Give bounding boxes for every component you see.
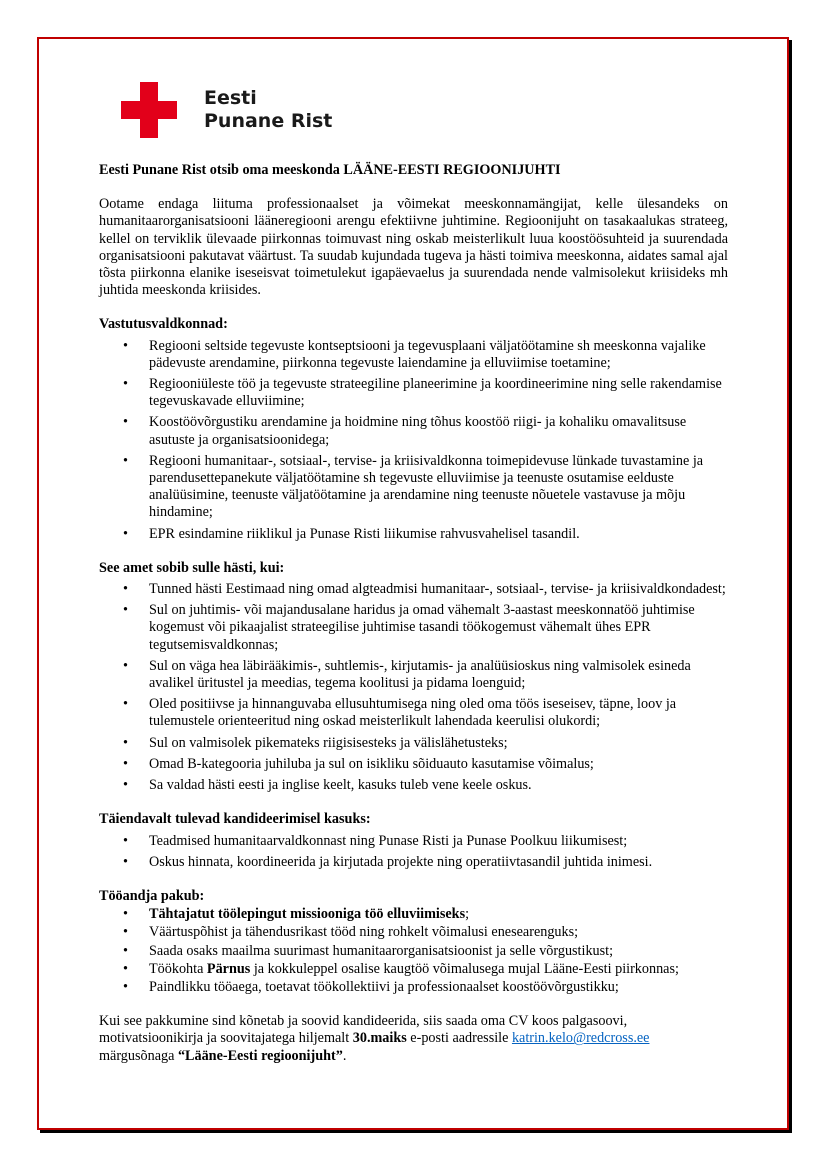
bullet-icon: • xyxy=(123,376,128,393)
bullet-icon: • xyxy=(123,602,128,619)
bullet-icon: • xyxy=(123,942,128,959)
list-item: • Sul on väga hea läbirääkimis-, suhtlemis-, kirjutamis- ja analüüsioskus ning valmisolek esineda avalikel üritustel ja meedias, tegema koolitusi ja pidama loenguid; xyxy=(123,657,691,692)
bullet-icon: • xyxy=(123,924,128,941)
bullet-icon: • xyxy=(123,906,128,923)
bonus-list xyxy=(99,833,728,871)
logo-line-1: Eesti xyxy=(204,87,257,109)
deadline: 30.maiks xyxy=(352,1030,407,1047)
bullet-icon: • xyxy=(123,337,128,354)
list-item: • Sul on valmisolek pikemateks riigisisesteks ja välislähetusteks; xyxy=(123,734,508,751)
list-item: • Paindlikku tööaega, toetavat töökollektiivi ja professionaalset koostöövõrgustikku; xyxy=(123,978,619,995)
logo-text xyxy=(204,87,332,133)
email-link[interactable]: katrin.kelo@redcross.ee xyxy=(511,1030,650,1047)
bullet-icon: • xyxy=(123,696,128,713)
keyword: “Lääne-Eesti regioonijuht” xyxy=(177,1047,343,1064)
list-item: • Regiooni humanitaar-, sotsiaal-, tervise- ja kriisivaldkonna toimepidevuse lünkade tuvastamine ja parendusettepanekute väljatöötamine sh tegevuste elluviimise ja teenuste osutamise eelduste analüüsimine, teenuste väljatöötamine ja arendamine ning teenuste nõuetele vastavuse ja mõju hindamine; xyxy=(123,452,704,521)
list-item: • Töökohta Pärnus ja kokkuleppel osalise kaugtöö võimalusega mujal Lääne-Eesti piirkonnas; xyxy=(123,960,679,977)
section-title-bonus: Täiendavalt tulevad kandideerimisel kasuks: xyxy=(99,811,371,828)
list-item: • Koostöövõrgustiku arendamine ja hoidmine ning tõhus koostöö riigi- ja kohaliku omavalitsuse asutuste ja organisatsioonidega; xyxy=(123,414,687,448)
list-item: • EPR esindamine riiklikul ja Punase Risti liikumise rahvusvahelisel tasandil. xyxy=(123,525,580,542)
list-item: • Oled positiivse ja hinnanguvaba ellusuhtumisega ning oled oma töös iseseisev, täpne, loov ja tulemustele orienteeritud ning oskad meisterlikult lahendada keerulisi olukordi; xyxy=(123,696,677,730)
bullet-icon: • xyxy=(123,452,128,469)
bullet-icon: • xyxy=(123,853,128,870)
bullet-icon: • xyxy=(123,755,128,772)
bullet-icon: • xyxy=(123,657,128,674)
list-item: • Sa valdad hästi eesti ja inglise keelt, kasuks tuleb vene keele oskus. xyxy=(123,777,532,794)
intro-paragraph: Ootame endaga liituma professionaalset ja võimekat meeskonnamängijat, kelle ülesandeks on humanitaarorganisatsiooni lääneregiooni arengu efektiivne juhtimine. Regioonijuht on tasakaalukas strateeg, kellel on terviklik ülevaade piirkonnas toimuvast ning oskab meisterlikult luua koostöösuhteid ja suurendada organisatsiooni pakutavat väärtust. Ta suudab kujundada tugeva ja hästi toimiva meeskonna, aidates samal ajal tõsta piirkonna elanike iseseisvat toimetulekut igapäevaelus ja suurendada nende valmisolekut kriisideks mh juhtida meeskonda kriisides. xyxy=(99,196,728,299)
bullet-icon: • xyxy=(123,734,128,751)
list-item: • Tunned hästi Eestimaad ning omad algteadmisi humanitaar-, sotsiaal-, tervise- ja kriisivaldkondadest; xyxy=(123,581,726,598)
list-item: • Regiooni seltside tegevuste kontseptsiooni ja tegevusplaani väljatöötamine sh meeskonna vajalike pädevuste arendamine, piirkonna tegevuste laiendamine ja elluviimise toetamine; xyxy=(123,337,706,371)
list-item: • Tähtajatut töölepingut missiooniga töö elluviimiseks; xyxy=(123,906,470,923)
document-body xyxy=(99,162,728,1065)
list-item: • Teadmised humanitaarvaldkonnast ning Punase Risti ja Punase Poolkuu liikumisest; xyxy=(123,832,628,849)
list-item: • Saada osaks maailma suurimast humanitaarorganisatsioonist ja selle võrgustikust; xyxy=(123,942,614,959)
responsibilities-list xyxy=(99,338,728,543)
list-item: • Sul on juhtimis- või majandusalane haridus ja omad vähemalt 3-aastast meeskonnatöö juhtimise kogemust või pikaajalist strateegilise juhtimise tasandi töökogemust vähemalt ühes EPR tegutsemisvaldkonnas; xyxy=(123,602,695,653)
closing-paragraph: Kui see pakkumine sind kõnetab ja soovid kandideerida, siis saada oma CV koos palgasoovi, motivatsioonikirja ja soovitajatega hiljemalt 30.maiks e-posti aadressile katrin.kelo@redcross.ee märgusõnaga “Lääne-Eesti regioonijuht”. xyxy=(99,1013,650,1064)
bullet-icon: • xyxy=(123,581,128,598)
bullet-icon: • xyxy=(123,777,128,794)
bullet-icon: • xyxy=(123,978,128,995)
page-title: Eesti Punane Rist otsib oma meeskonda LÄÄNE-EESTI REGIOONIJUHTI xyxy=(99,162,561,178)
red-cross-icon xyxy=(121,82,177,138)
section-title-offer: Tööandja pakub: xyxy=(99,887,205,904)
list-item: • Oskus hinnata, koordineerida ja kirjutada projekte ning operatiivtasandil juhtida inimesi. xyxy=(123,853,653,870)
list-item: • Omad B-kategooria juhiluba ja sul on isikliku sõiduauto kasutamise võimalus; xyxy=(123,755,594,772)
list-item: • Väärtuspõhist ja tähendusrikast tööd ning rohkelt võimalusi enesearenguks; xyxy=(123,924,579,941)
section-title-responsibilities: Vastutusvaldkonnad: xyxy=(99,316,228,333)
logo-line-2: Punane Rist xyxy=(204,110,333,132)
offer-list xyxy=(99,906,728,996)
bullet-icon: • xyxy=(123,960,128,977)
fit-list xyxy=(99,581,728,794)
bullet-icon: • xyxy=(123,414,128,431)
list-item: • Regiooniüleste töö ja tegevuste strateegiline planeerimine ja koordineerimine ning selle rakendamise tegevuskavade elluviimine; xyxy=(123,376,722,410)
section-title-fit: See amet sobib sulle hästi, kui: xyxy=(99,559,285,576)
bullet-icon: • xyxy=(123,525,128,542)
bullet-icon: • xyxy=(123,832,128,849)
